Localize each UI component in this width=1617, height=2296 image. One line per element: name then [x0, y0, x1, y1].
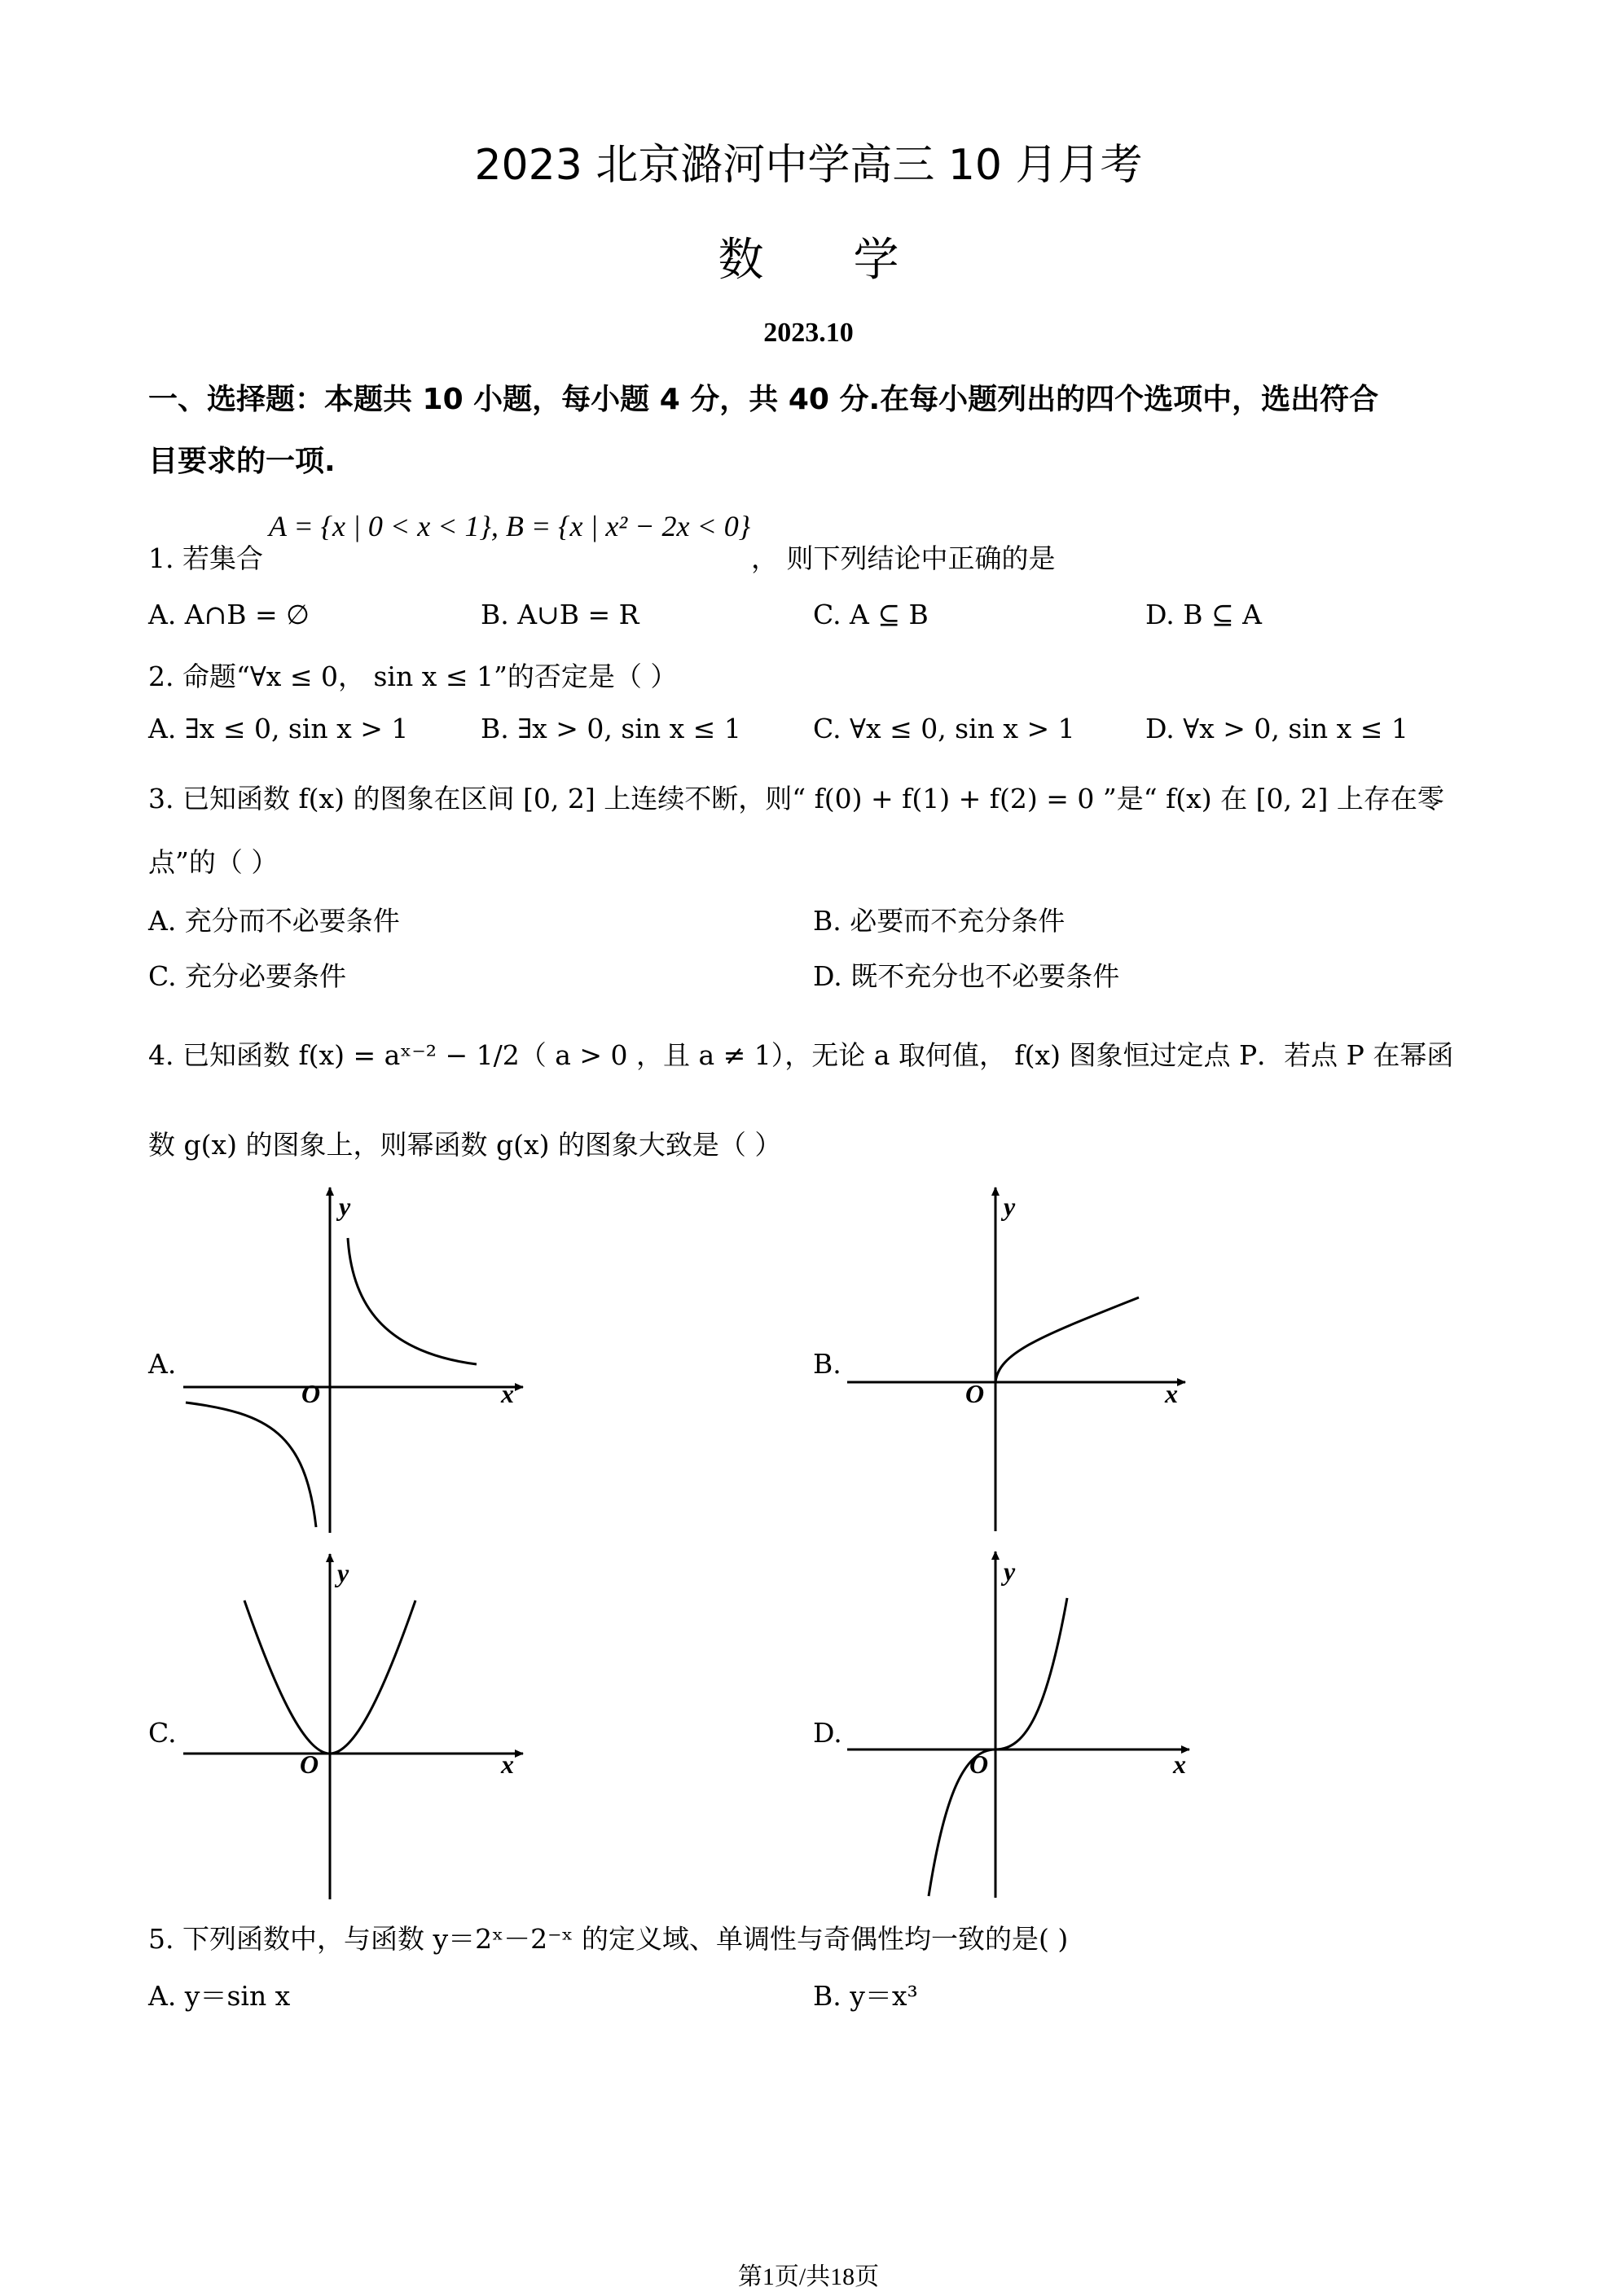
q1-option-b: B. A∪B = R: [481, 599, 639, 630]
q1-option-d: D. B ⊆ A: [1145, 599, 1262, 630]
graph-a-curve-left: [186, 1403, 316, 1527]
graph-a-x-label: x: [501, 1379, 514, 1408]
graph-a: [183, 1188, 523, 1533]
page-number: 第1页/共18页: [737, 2263, 880, 2290]
graph-c-x-label: x: [501, 1749, 514, 1779]
section-heading-line2: 目要求的一项.: [148, 445, 336, 478]
graph-b: [847, 1188, 1185, 1531]
graph-d-origin-label: O: [969, 1749, 989, 1779]
q2-option-d: D. ∀x > 0, sin x ≤ 1: [1145, 713, 1408, 744]
q3-stem-line2: 点”的（ ）: [148, 846, 279, 878]
q1-math: A = {x | 0 < x < 1}, B = {x | x² − 2x < 0}: [269, 510, 751, 542]
q1-option-c: C. A ⊆ B: [813, 599, 929, 630]
q2-option-c: C. ∀x ≤ 0, sin x > 1: [813, 713, 1075, 744]
graph-b-label: B.: [813, 1348, 841, 1380]
graph-d: [847, 1552, 1189, 1898]
subject-heading: 数学: [718, 234, 989, 287]
q3-option-c: C. 充分必要条件: [148, 960, 347, 992]
document-title: 2023 北京潞河中学高三 10 月月考: [474, 141, 1143, 190]
graph-a-y-label: y: [339, 1192, 351, 1221]
graph-b-curve: [995, 1297, 1139, 1382]
q3-option-a: A. 充分而不必要条件: [148, 905, 400, 937]
graph-b-origin-label: O: [965, 1379, 985, 1408]
graph-c-origin-label: O: [300, 1749, 319, 1779]
q2-stem: 2. 命题“∀x ≤ 0， sin x ≤ 1”的否定是（ ）: [148, 661, 678, 692]
graph-a-origin-label: O: [301, 1379, 321, 1408]
q3-option-b: B. 必要而不充分条件: [813, 905, 1066, 937]
graph-a-label: A.: [148, 1348, 177, 1380]
graph-b-x-label: x: [1165, 1379, 1178, 1408]
q5-option-b: B. y＝x³: [813, 1980, 918, 2012]
q1-option-a: A. A∩B = ∅: [148, 599, 310, 630]
q4-stem-line2: 数 g(x) 的图象上，则幂函数 g(x) 的图象大致是（ ）: [148, 1129, 782, 1161]
graph-d-y-label: y: [1004, 1556, 1016, 1586]
q3-stem-line1: 3. 已知函数 f(x) 的图象在区间 [0, 2] 上连续不断，则“ f(0) + f(1) + f(2) = 0 ”是“ f(x) 在 [0, 2] 上存在零: [148, 783, 1444, 814]
graph-d-curve: [929, 1598, 1067, 1896]
graph-c-label: C.: [148, 1717, 177, 1749]
q2-option-b: B. ∃x > 0, sin x ≤ 1: [481, 713, 741, 744]
graph-d-x-label: x: [1173, 1749, 1186, 1779]
q1-suffix: ， 则下列结论中正确的是: [751, 542, 1056, 574]
graph-b-y-label: y: [1004, 1192, 1016, 1221]
graph-d-label: D.: [813, 1717, 842, 1749]
q5-stem: 5. 下列函数中，与函数 y＝2ˣ－2⁻ˣ 的定义域、单调性与奇偶性均一致的是( ): [148, 1923, 1069, 1955]
q3-option-d: D. 既不充分也不必要条件: [813, 960, 1120, 992]
q5-option-a: A. y＝sin x: [148, 1980, 291, 2012]
q2-option-a: A. ∃x ≤ 0, sin x > 1: [148, 713, 409, 744]
graph-c: [183, 1554, 523, 1899]
q4-stem-line1: 4. 已知函数 f(x) = aˣ⁻² − 1/2（ a > 0 ，且 a ≠ 1），无论 a 取何值， f(x) 图象恒过定点 P．若点 P 在幂函: [148, 1039, 1454, 1071]
q1-prefix: 1. 若集合: [148, 542, 263, 574]
exam-date: 2023.10: [763, 318, 854, 348]
graph-a-curve-right: [348, 1238, 477, 1364]
graph-c-y-label: y: [337, 1558, 349, 1587]
section-heading-line1: 一、选择题：本题共 10 小题，每小题 4 分，共 40 分.在每小题列出的四个选项中，选出符合: [148, 383, 1379, 416]
